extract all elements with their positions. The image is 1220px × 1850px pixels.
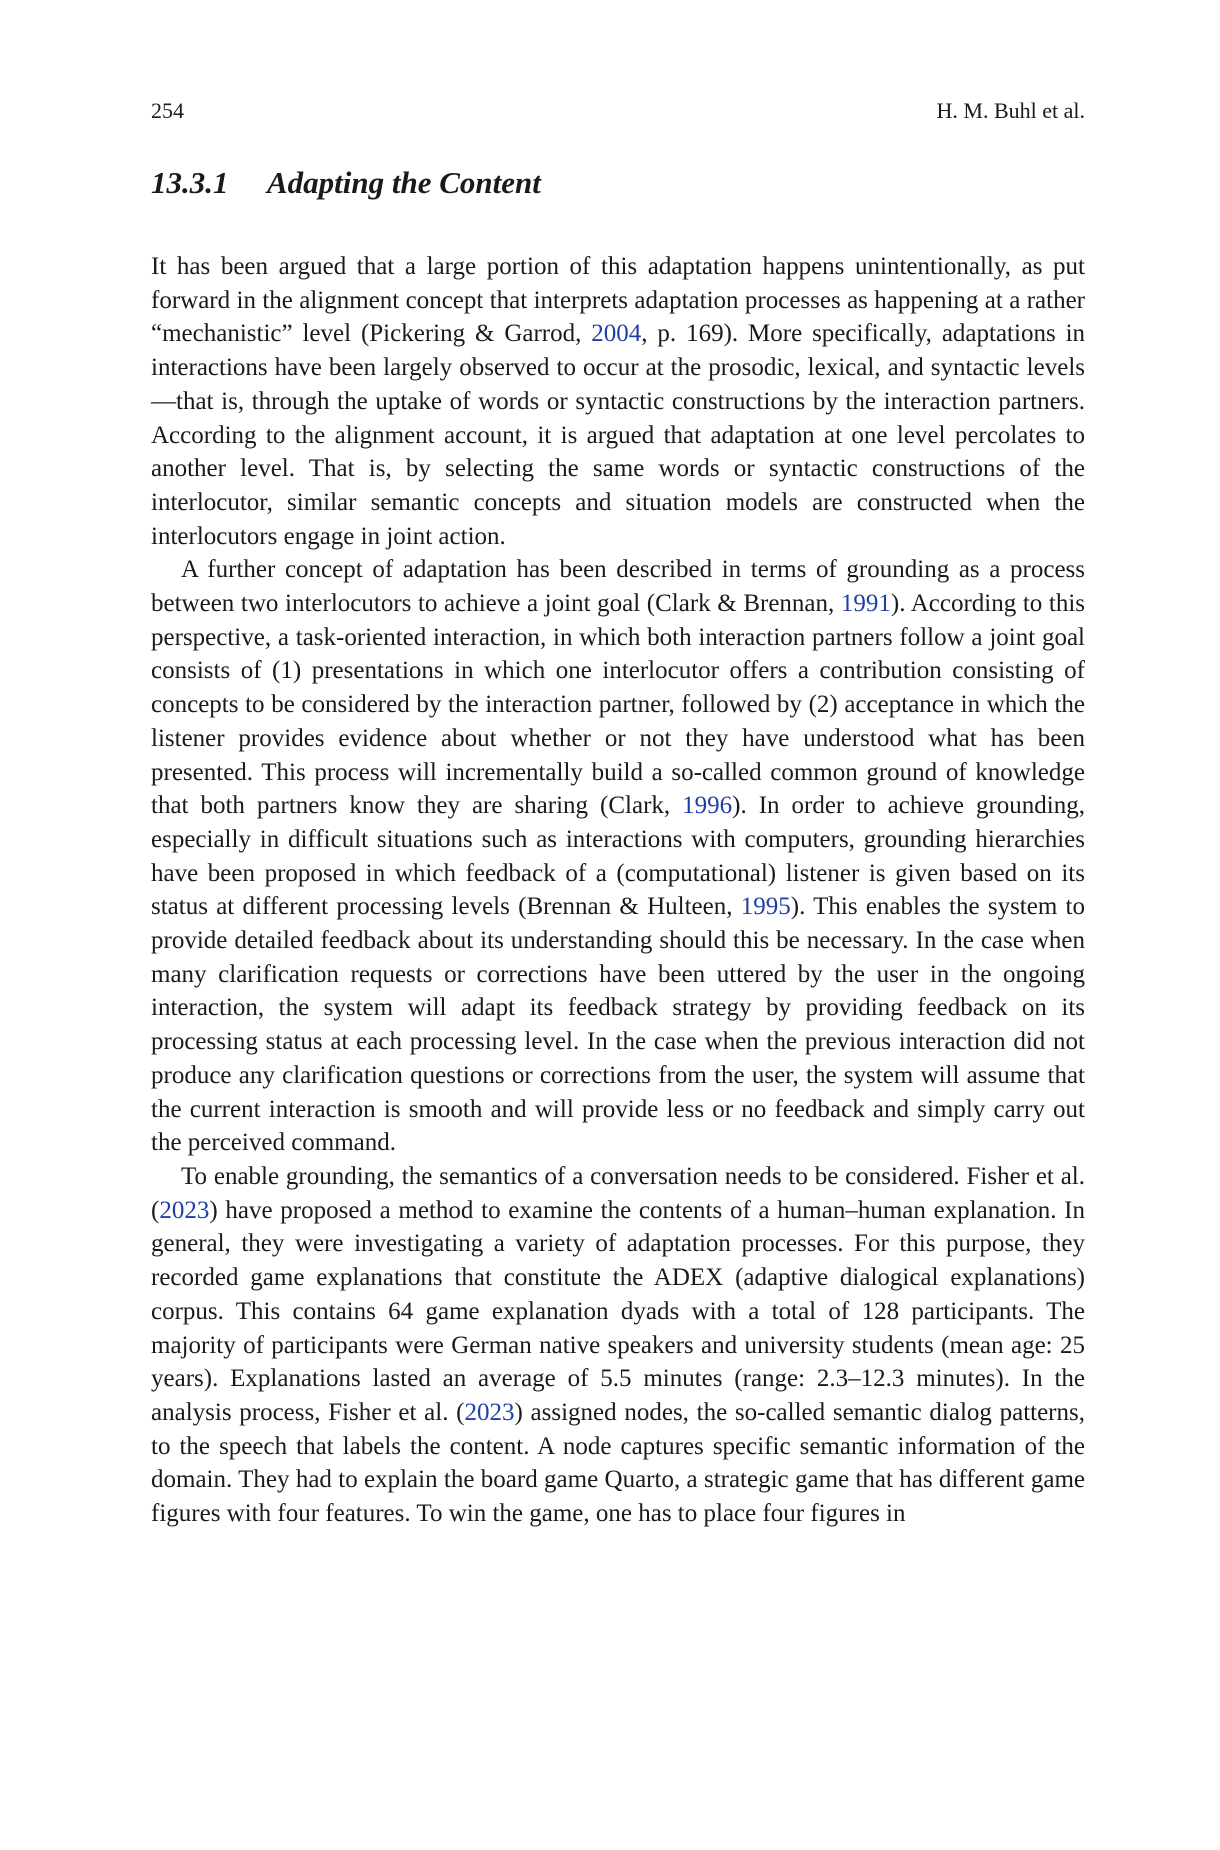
page-number: 254	[151, 98, 184, 123]
section-number: 13.3.1	[151, 165, 229, 200]
paragraph-alignment	[151, 250, 1085, 553]
section-title: Adapting the Content	[267, 165, 541, 200]
paragraph-semantics	[151, 1160, 1085, 1531]
citation-link-clark-brennan[interactable]: 1991	[840, 590, 891, 618]
section-heading	[151, 165, 541, 201]
paragraph-text: ). According to this perspective, a task-oriented interaction, in which both interaction partners follow a joint goal consists of (1) presentations in which one interlocutor offers a contribution consisting of concepts to be considered by the interaction partner, followed by (2) acceptance in which the listener provides evidence about whether or not they have understood what has been presented. This process will incrementally build a so-called common ground of knowledge that both partners know they are sharing (Clark,	[151, 590, 1086, 820]
citation-link-pickering-garrod[interactable]: 2004	[591, 320, 642, 348]
running-head-authors: H. M. Buhl et al.	[936, 98, 1085, 123]
paragraph-text: ) have proposed a method to examine the contents of a human–human explanation. In general, they were investigating a variety of adaptation processes. For this purpose, they recorded game explanations that constitute the ADEX (adaptive dialogical explanations) corpus. This contains 64 game explanation dyads with a total of 128 participants. The majority of participants were German native speakers and university students (mean age: 25 years). Explanations lasted an average of 5.5 minutes (range: 2.3–12.3 minutes). In the analysis process, Fisher et al. (	[151, 1196, 1085, 1426]
paragraph-text: To enable grounding, the semantics of a conversation needs to be considered. Fisher et al. (	[151, 1162, 1085, 1224]
paragraph-text: ) assigned nodes, the so-called semantic dialog patterns, to the speech that labels the content. A node captures specific semantic information of the domain. They had to explain the board game Quarto, a strategic game that has different game figures with four features. To win the game, one has to place four figures in	[151, 1398, 1085, 1528]
paragraph-text: , p. 169). More specifically, adaptations in interactions have been largely observed to occur at the prosodic, lexical, and syntactic levels—that is, through the uptake of words or syntactic constructions by the interaction partners. According to the alignment account, it is argued that adaptation at one level percolates to another level. That is, by selecting the same words or syntactic constructions of the interlocutor, similar semantic concepts and situation models are constructed when the interlocutors engage in joint action.	[151, 320, 1086, 550]
running-head	[151, 98, 1085, 128]
paragraph-text: A further concept of adaptation has been described in terms of grounding as a process between two interlocutors to achieve a joint goal (Clark & Brennan,	[151, 556, 1085, 618]
paragraph-text: ). This enables the system to provide detailed feedback about its understanding should this be necessary. In the case when many clarification requests or corrections have been uttered by the user in the ongoing interaction, the system will adapt its feedback strategy by providing feedback on its processing status at each processing level. In the case when the previous interaction did not produce any clarification questions or corrections from the user, the system will assume that the current interaction is smooth and will provide less or no feedback and simply carry out the perceived command.	[151, 893, 1086, 1157]
citation-link-brennan-hulteen[interactable]: 1995	[740, 893, 791, 921]
paragraph-grounding	[151, 553, 1085, 1160]
citation-link-clark[interactable]: 1996	[682, 792, 733, 820]
citation-link-fisher-2[interactable]: 2023	[464, 1398, 515, 1426]
paragraph-text: ). In order to achieve grounding, especially in difficult situations such as interactions with computers, grounding hierarchies have been proposed in which feedback of a (computational) listener is given based on its status at different processing levels (Brennan & Hulteen,	[151, 792, 1085, 921]
body-text	[151, 250, 1085, 1531]
citation-link-fisher-1[interactable]: 2023	[159, 1196, 210, 1224]
paragraph-text: It has been argued that a large portion of this adaptation happens unintentionally, as put forward in the alignment concept that interprets adaptation processes as happening at a rather “mechanistic” level (Pickering & Garrod,	[151, 253, 1085, 348]
